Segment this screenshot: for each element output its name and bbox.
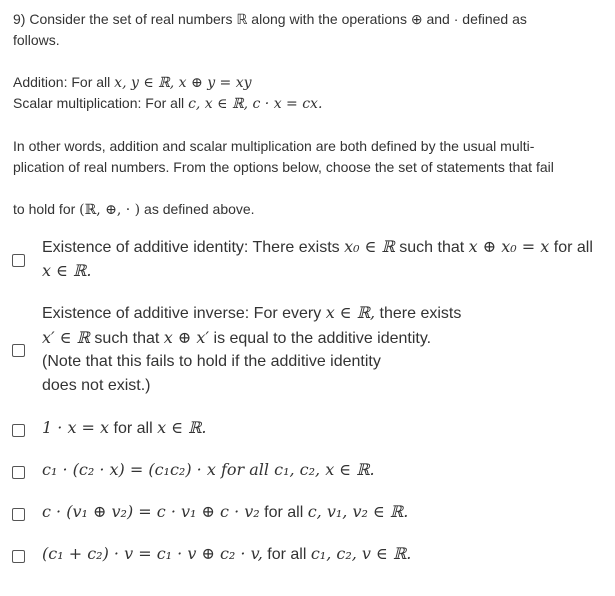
- option-1-text-a: Existence of additive identity: There exists: [42, 239, 345, 256]
- question-intro-cont: [13, 30, 60, 50]
- addition-math: x, y ∈ ℝ, x ⊕ y = xy: [114, 75, 252, 91]
- option-2-line-2: [42, 326, 431, 351]
- option-1-math-b: x ⊕ x₀ = x: [468, 237, 550, 256]
- option-2-line-4: [42, 374, 151, 398]
- scalar-definition: [13, 93, 322, 114]
- addition-label: Addition: For all: [13, 74, 115, 90]
- paragraph-line-3-math: (ℝ, ⊕, · ): [79, 202, 141, 218]
- option-1-line-1: [42, 235, 593, 260]
- option-3-math-b: x ∈ ℝ.: [157, 418, 207, 437]
- paragraph-line-1-text: In other words, addition and scalar multiplication are both defined by the usual multi-: [13, 138, 535, 154]
- paragraph-line-1: [13, 136, 534, 156]
- paragraph-line-2-text: plication of real numbers. From the options below, choose the set of statements that fail: [13, 159, 554, 175]
- paragraph-line-3-b: as defined above.: [140, 201, 255, 217]
- option-1-math-a: x₀ ∈ ℝ: [344, 237, 395, 256]
- option-6-line: [42, 542, 411, 567]
- option-6-checkbox[interactable]: [12, 550, 25, 563]
- option-1-checkbox[interactable]: [12, 254, 25, 267]
- option-2-text-a: Existence of additive inverse: For every: [42, 305, 326, 322]
- option-2-text-c: is equal to the additive identity.: [209, 330, 432, 347]
- option-5-line: [42, 500, 408, 525]
- option-6-text: for all: [262, 546, 311, 563]
- option-3-math-a: 1 · x = x: [42, 418, 110, 437]
- paragraph-line-3-a: to hold for: [13, 201, 80, 217]
- scalar-label: Scalar multiplication: For all: [13, 95, 189, 111]
- option-1-text-c: for all: [549, 239, 593, 256]
- option-2-text-b: there exists: [375, 305, 462, 322]
- option-1-text-b: such that: [394, 239, 469, 256]
- option-5-checkbox[interactable]: [12, 508, 25, 521]
- option-4-line: [42, 458, 375, 483]
- question-intro-cont-text: follows.: [13, 32, 60, 48]
- option-1-math-c: x ∈ ℝ.: [42, 261, 92, 280]
- option-2-text-b2: such that: [89, 330, 164, 347]
- option-5-math-a: c · (v₁ ⊕ v₂) = c · v₁ ⊕ c · v₂: [42, 502, 260, 521]
- option-5-math-b: c, v₁, v₂ ∈ ℝ.: [307, 502, 409, 521]
- option-2-note-1: (Note that this fails to hold if the additive identity: [42, 353, 381, 370]
- paragraph-line-2: [13, 157, 554, 177]
- option-1-line-2: [42, 259, 91, 284]
- option-2-line-1: [42, 301, 461, 326]
- question-intro-text: 9) Consider the set of real numbers ℝ along with the operations ⊕ and · defined as: [13, 11, 527, 27]
- paragraph-line-3: [13, 199, 255, 220]
- addition-definition: [13, 72, 252, 93]
- option-5-text: for all: [259, 504, 308, 521]
- scalar-math: c, x ∈ ℝ, c · x = cx.: [188, 96, 323, 112]
- option-2-line-3: [42, 350, 381, 374]
- option-2-math-b: x′ ∈ ℝ: [42, 328, 90, 347]
- option-6-math-b: c₁, c₂, v ∈ ℝ.: [310, 544, 412, 563]
- option-2-math-a: x ∈ ℝ,: [325, 303, 376, 322]
- option-2-checkbox[interactable]: [12, 344, 25, 357]
- option-2-math-c: x ⊕ x′: [163, 328, 210, 347]
- question-intro: [13, 9, 527, 29]
- option-2-note-2: does not exist.): [42, 377, 151, 394]
- option-4-math: c₁ · (c₂ · x) = (c₁c₂) · x for all c₁, c₂, x ∈ ℝ.: [42, 460, 375, 479]
- option-4-checkbox[interactable]: [12, 466, 25, 479]
- option-3-line: [42, 416, 207, 441]
- option-3-checkbox[interactable]: [12, 424, 25, 437]
- option-3-text: for all: [109, 420, 158, 437]
- option-6-math-a: (c₁ + c₂) · v = c₁ · v ⊕ c₂ · v,: [42, 544, 263, 563]
